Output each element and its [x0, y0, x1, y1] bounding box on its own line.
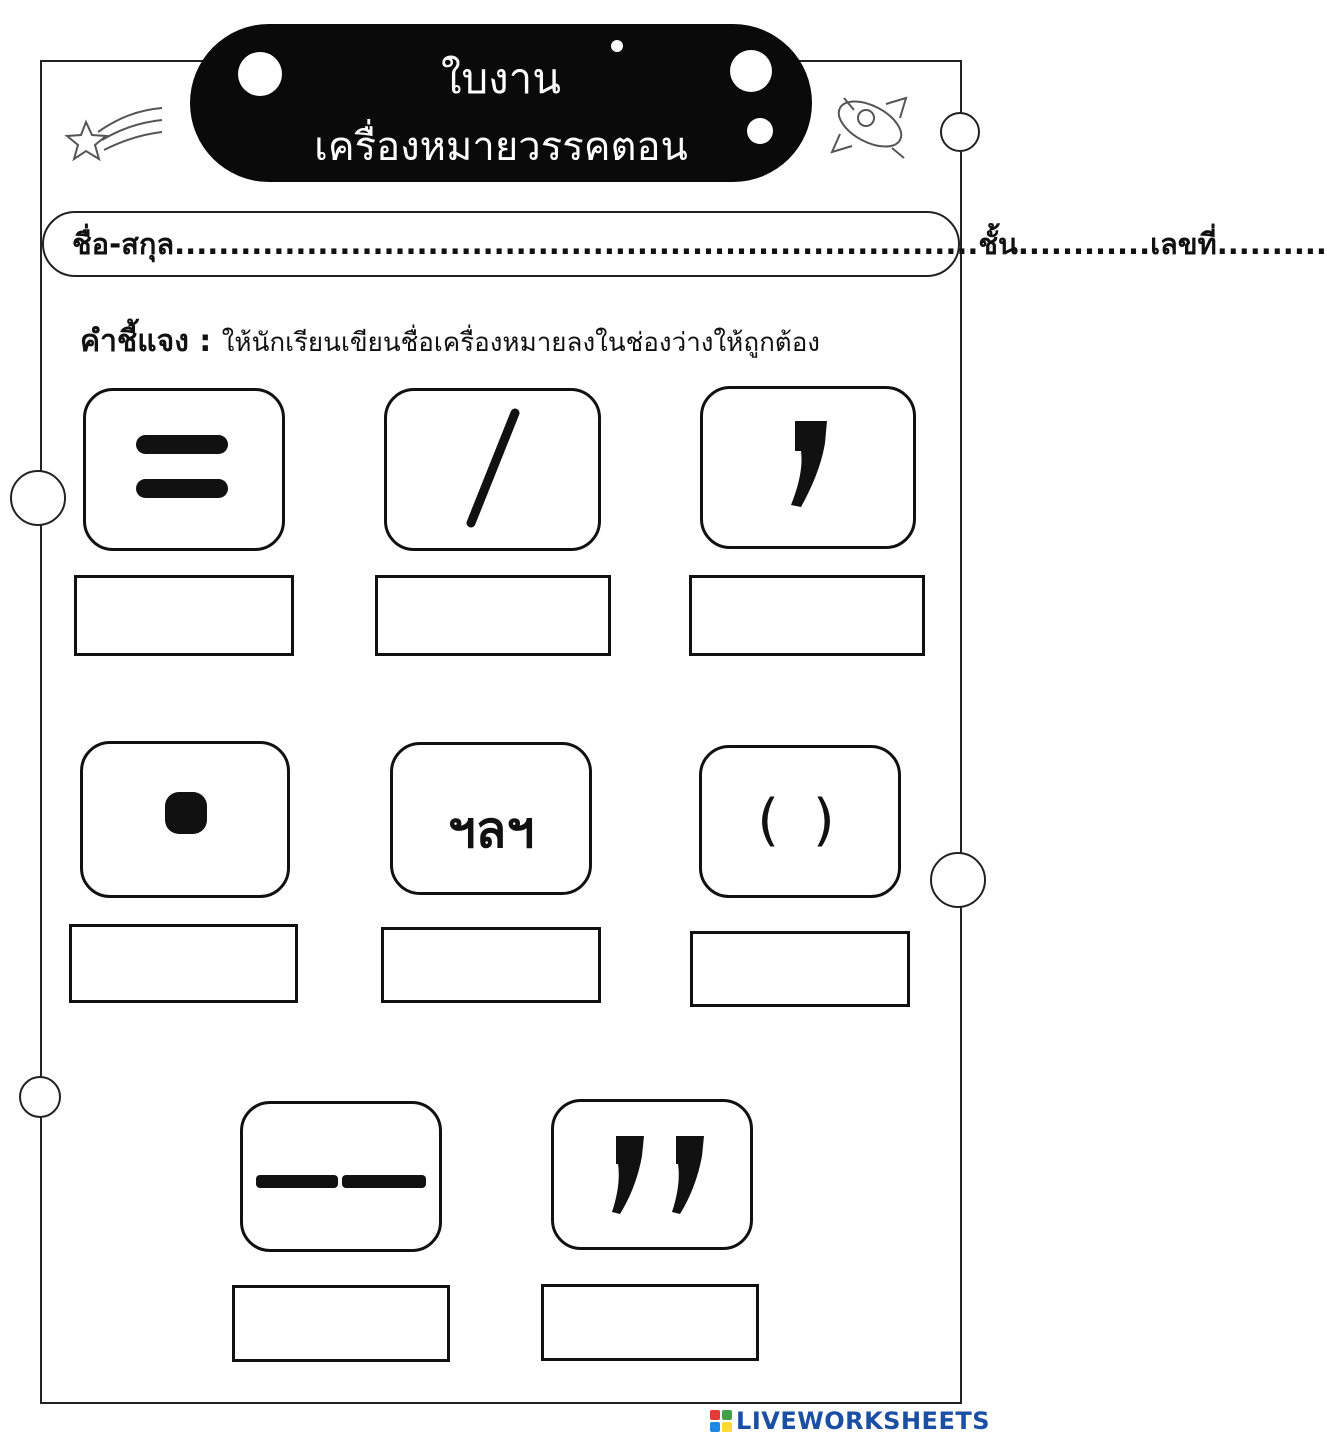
binder-hole-left-upper — [10, 470, 66, 526]
comma-symbol — [703, 389, 913, 546]
symbol-card-slash — [384, 388, 601, 551]
rocket-icon — [826, 90, 918, 164]
symbol-card-dot — [80, 741, 290, 898]
symbol-card-double-dash — [240, 1101, 442, 1252]
instruction — [80, 318, 950, 365]
answer-input-8[interactable] — [541, 1284, 759, 1361]
worksheet-subtitle: เครื่องหมายวรรคตอน — [314, 124, 688, 170]
liveworksheets-watermark — [710, 1406, 990, 1436]
double-dash-symbol — [342, 1175, 426, 1188]
answer-input-6[interactable] — [690, 931, 910, 1007]
answer-input-2[interactable] — [375, 575, 611, 656]
instruction-text: ให้นักเรียนเขียนชื่อเครื่องหมายลงในช่องว่างให้ถูกต้อง — [221, 328, 821, 358]
symbol-card-parentheses — [699, 745, 901, 898]
paiyannoi-symbol: ฯลฯ — [447, 801, 535, 859]
liveworksheets-logo-icon — [710, 1410, 732, 1432]
student-info-text: ชื่อ-สกุล.........................................................................ชั้น............เลขที่.......... — [72, 227, 1327, 261]
double-bar-symbol — [136, 435, 228, 454]
answer-input-1[interactable] — [74, 575, 294, 656]
watermark-text: LIVEWORKSHEETS — [736, 1407, 990, 1435]
binder-hole-left-lower — [19, 1076, 61, 1118]
shooting-star-icon — [58, 100, 168, 170]
binder-hole-right-middle — [930, 852, 986, 908]
parentheses-symbol: ( ) — [757, 788, 843, 853]
answer-input-5[interactable] — [381, 927, 601, 1003]
symbol-card-double-comma — [551, 1099, 753, 1250]
slash-symbol — [387, 391, 598, 548]
answer-input-7[interactable] — [232, 1285, 450, 1362]
double-dash-symbol — [256, 1175, 338, 1188]
binder-hole-right-top — [940, 112, 980, 152]
answer-input-4[interactable] — [69, 924, 298, 1003]
symbol-card-comma — [700, 386, 916, 549]
title-banner — [190, 24, 812, 182]
symbol-card-double-bar — [83, 388, 285, 551]
dot-symbol — [165, 792, 207, 834]
double-bar-symbol — [136, 479, 228, 498]
instruction-label: คำชี้แจง — [80, 324, 189, 359]
student-info-bar — [42, 211, 1327, 277]
instruction-separator: : — [188, 324, 222, 359]
answer-input-3[interactable] — [689, 575, 925, 656]
symbol-card-paiyannoi — [390, 742, 592, 895]
worksheet-title: ใบงาน — [441, 54, 561, 103]
double-comma-symbol — [554, 1102, 750, 1247]
